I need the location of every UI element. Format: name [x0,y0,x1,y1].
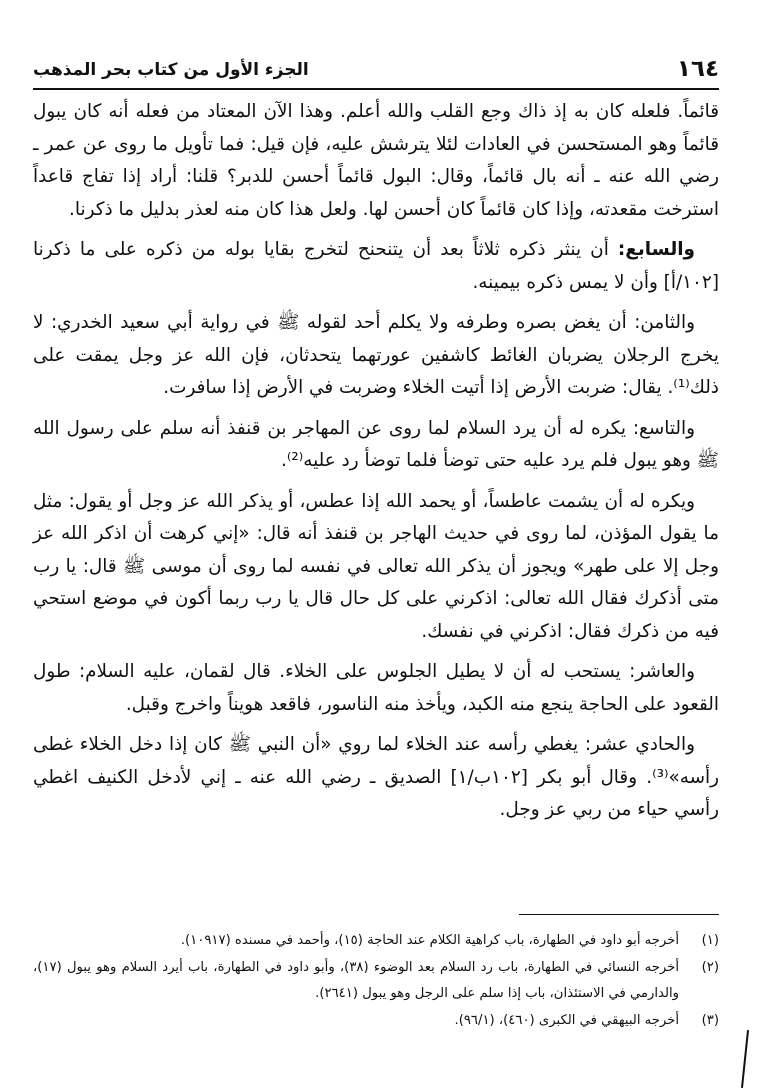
footnote-text: أخرجه أبو داود في الطهارة، باب كراهية الكلام عند الحاجة (١٥)، وأحمد في مسنده (١٠٩١٧). [180,933,679,948]
paragraph-4: والتاسع: يكره له أن يرد السلام لما روى عن المهاجر بن قنفذ أنه سلم على رسول الله ﷺ وهو يبول فلم يرد عليه حتى توضأ فلما توضأ رد عليه⁽²⁾. [33,417,719,471]
paragraph-7: والحادي عشر: يغطي رأسه عند الخلاء لما روي «أن النبي ﷺ كان إذا دخل الخلاء غطى رأسه»⁽³⁾. وقال أبو بكر [١٠٢ب/١] الصديق ـ رضي الله عنه ـ إني لأدخل الكنيف اغطي رأسي حياء من ربي عز وجل. [33,734,719,820]
footnote-number: (٣) [701,1012,719,1028]
paragraph-2-text: أن ينثر ذكره ثلاثاً بعد أن يتنحنح لتخرج بقايا بوله من ذكره على ما ذكرنا [١٠٢/أ] وأن لا يمس ذكره بيمينه. [33,239,719,293]
footnote-text: أخرجه النسائي في الطهارة، باب رد السلام بعد الوضوء (٣٨)، وأبو داود في الطهارة، باب أيرد السلام وهو يبول (١٧)، والدارمي في الاستئذان، باب إذا سلم على الرجل وهو يبول (٢٦٤١). [33,959,679,1001]
footnote-number: (١) [701,933,719,948]
paragraph-2-lead: والسابع: [617,239,695,260]
footnote-3 [33,1008,719,1035]
footnote-text: أخرجه البيهقي في الكبرى (٤٦٠)، (٩٦/١). [454,1012,679,1028]
page-number: ١٦٤ [676,56,719,82]
main-text [33,96,719,827]
footnote-2 [33,955,719,1008]
scan-edge-mark [741,1030,749,1088]
running-title: الجزء الأول من كتاب بحر المذهب [33,60,309,80]
paragraph-3: والثامن: أن يغض بصره وطرفه ولا يكلم أحد لقوله ﷺ في رواية أبي سعيد الخدري: لا يخرج الرجلان يضربان الغائط كاشفين عورتهما يتحدثان، فإن الله عز وجل يمقت على ذلك⁽¹⁾. يقال: ضربت الأرض إذا أتيت الخلاء وضربت في الأرض إذا سافرت. [33,312,719,398]
paragraph-5: ويكره له أن يشمت عاطساً، أو يحمد الله إذا عطس، أو يذكر الله عز وجل أو يقول: مثل ما يقول المؤذن، لما روى في حديث الهاجر بن قنفذ أنه قال: «إني كرهت أن اذكر الله عز وجل إلا على طهر» ويجوز أن يذكر الله تعالى في نفسه لما روى أن موسى ﷺ قال: يا رب متى أذكرك فقال الله تعالى: اذكرني على كل حال قال يا رب ربما أكون في موضع استحي فيه من ذكرك فقال: اذكرني في نفسك. [33,490,719,642]
footnote-number: (٢) [701,959,719,975]
footnotes [33,928,719,1034]
paragraph-2 [33,234,719,299]
page-header [33,54,719,90]
footnote-separator [519,914,719,915]
footnote-1 [33,928,719,955]
paragraph-6: والعاشر: يستحب له أن لا يطيل الجلوس على الخلاء. قال لقمان، عليه السلام: طول القعود على الحاجة ينجع منه الكبد، ويأخذ منه الناسور، فاقعد هويناً واخرج وقبل. [33,661,719,715]
paragraph-1: قائماً. فلعله كان به إذ ذاك وجع القلب والله أعلم. وهذا الآن المعتاد من فعله أنه كان يبول قائماً وهو المستحسن في العادات لئلا يترشش عليه، فإن قيل: فما تأويل ما روى عن عمر ـ رضي الله عنه ـ أنه بال قائماً، وقال: البول قائماً أحسن للدبر؟ قلنا: أراد إذا تفاج قاعداً استرخت مقعدته، وإذا كان قائماً كان أحسن لها. ولعل هذا كان منه لعذر بدليل ما ذكرنا. [33,101,719,220]
